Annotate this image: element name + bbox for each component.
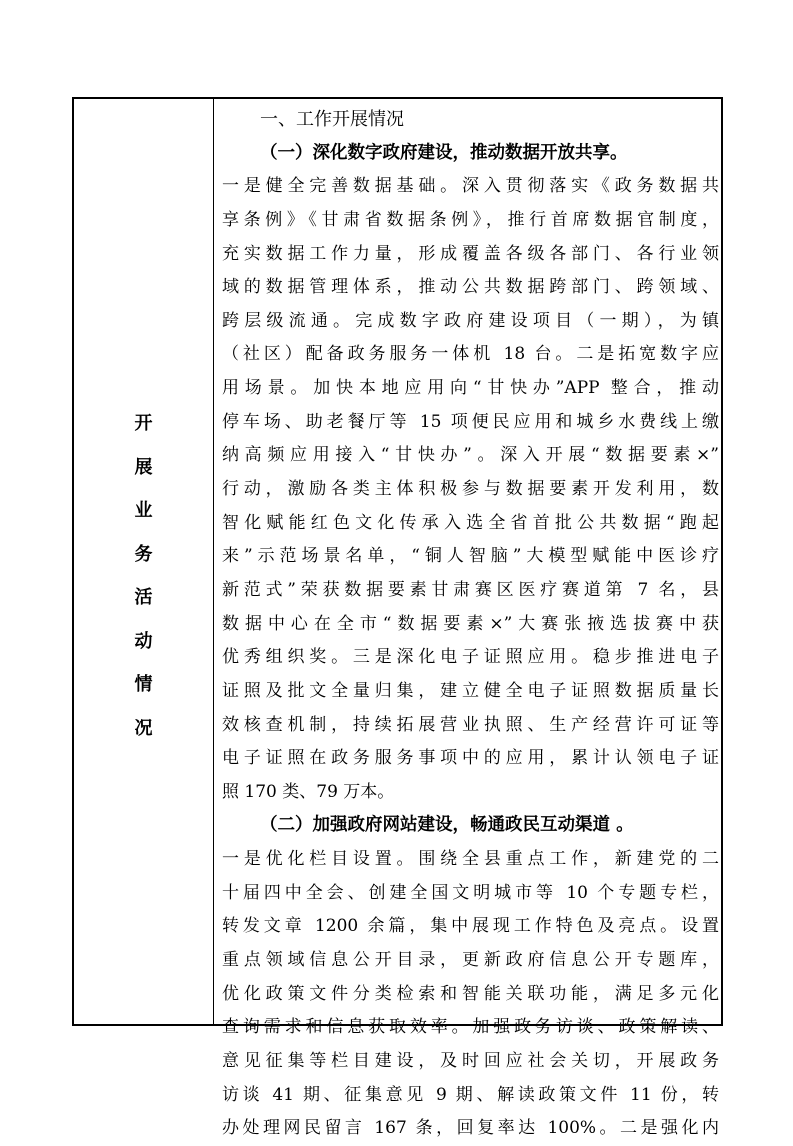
section-1-heading: （一）深化数字政府建设，推动数据开放共享。 xyxy=(260,142,628,163)
paragraph-line: （社区）配备政务服务一体机 18 台。二是拓宽数字应 xyxy=(222,344,719,365)
side-title-char: 业 xyxy=(134,500,153,521)
paragraph-line: 效核查机制，持续拓展营业执照、生产经营许可证等 xyxy=(222,714,719,735)
paragraph-line: 证照及批文全量归集，建立健全电子证照数据质量长 xyxy=(222,680,719,701)
section-2-heading: （二）加强政府网站建设，畅通政民互动渠道 。 xyxy=(260,815,634,836)
paragraph-line: 行动，激励各类主体积极参与数据要素开发利用，数 xyxy=(222,479,719,500)
paragraph-line: 享条例》《甘肃省数据条例》，推行首席数据官制度， xyxy=(222,209,719,230)
paragraph-line: 转发文章 1200 余篇，集中展现工作特色及亮点。设置 xyxy=(222,916,719,937)
heading-level-1: 一、工作开展情况 xyxy=(260,109,404,130)
paragraph-line: 办处理网民留言 167 条，回复率达 100%。二是强化内 xyxy=(222,1118,719,1139)
paragraph-line: 数据中心在全市“数据要素×”大赛张掖选拔赛中获 xyxy=(222,613,719,634)
paragraph-line: 用场景。加快本地应用向“甘快办”APP 整合，推动 xyxy=(222,378,719,399)
paragraph-line: 电子证照在政务服务事项中的应用，累计认领电子证 xyxy=(222,748,719,769)
paragraph-line: 查询需求和信息获取效率。加强政务访谈、政策解读、 xyxy=(222,1017,719,1038)
paragraph-line: 优化政策文件分类检索和智能关联功能，满足多元化 xyxy=(222,983,719,1004)
side-title-char: 动 xyxy=(134,630,153,652)
paragraph-line: 十届四中全会、创建全国文明城市等 10 个专题专栏， xyxy=(222,882,719,903)
side-title-char: 务 xyxy=(134,543,153,565)
paragraph-line: 域的数据管理体系，推动公共数据跨部门、跨领域、 xyxy=(222,277,719,298)
section-2-body xyxy=(222,843,719,1146)
paragraph-line: 跨层级流通。完成数字政府建设项目（一期），为镇 xyxy=(222,310,719,331)
paragraph-line: 一是优化栏目设置。围绕全县重点工作，新建党的二 xyxy=(222,849,719,870)
side-title xyxy=(74,402,213,750)
paragraph-line: 来”示范场景名单，“铜人智脑”大模型赋能中医诊疗 xyxy=(222,546,719,567)
paragraph-line: 停车场、助老餐厅等 15 项便民应用和城乡水费线上缴 xyxy=(222,411,719,432)
paragraph-line: 意见征集等栏目建设，及时回应社会关切，开展政务 xyxy=(222,1050,719,1071)
paragraph-line: 一是健全完善数据基础。深入贯彻落实《政务数据共 xyxy=(222,176,719,197)
paragraph-line: 照 170 类、79 万本。 xyxy=(222,781,395,802)
paragraph-line: 智化赋能红色文化传承入选全省首批公共数据“跑起 xyxy=(222,512,719,533)
side-title-char: 况 xyxy=(134,717,153,739)
side-title-char: 活 xyxy=(134,587,153,608)
content-cell xyxy=(214,99,721,1139)
paragraph-line: 重点领域信息公开目录，更新政府信息公开专题库， xyxy=(222,950,719,971)
side-title-char: 展 xyxy=(134,456,153,478)
paragraph-line: 新范式”荣获数据要素甘肃赛区医疗赛道第 7 名，县 xyxy=(222,579,719,600)
section-1-body xyxy=(222,170,719,809)
left-header-cell xyxy=(74,99,214,1024)
paragraph-line: 优秀组织奖。三是深化电子证照应用。稳步推进电子 xyxy=(222,647,719,668)
side-title-char: 开 xyxy=(134,413,153,434)
side-title-char: 情 xyxy=(134,674,153,695)
paragraph-line: 访谈 41 期、征集意见 9 期、解读政策文件 11 份，转 xyxy=(222,1084,719,1105)
paragraph-line: 纳高频应用接入“甘快办”。深入开展“数据要素×” xyxy=(222,445,719,466)
report-table xyxy=(72,97,723,1139)
paragraph-line: 充实数据工作力量，形成覆盖各级各部门、各行业领 xyxy=(222,243,719,264)
